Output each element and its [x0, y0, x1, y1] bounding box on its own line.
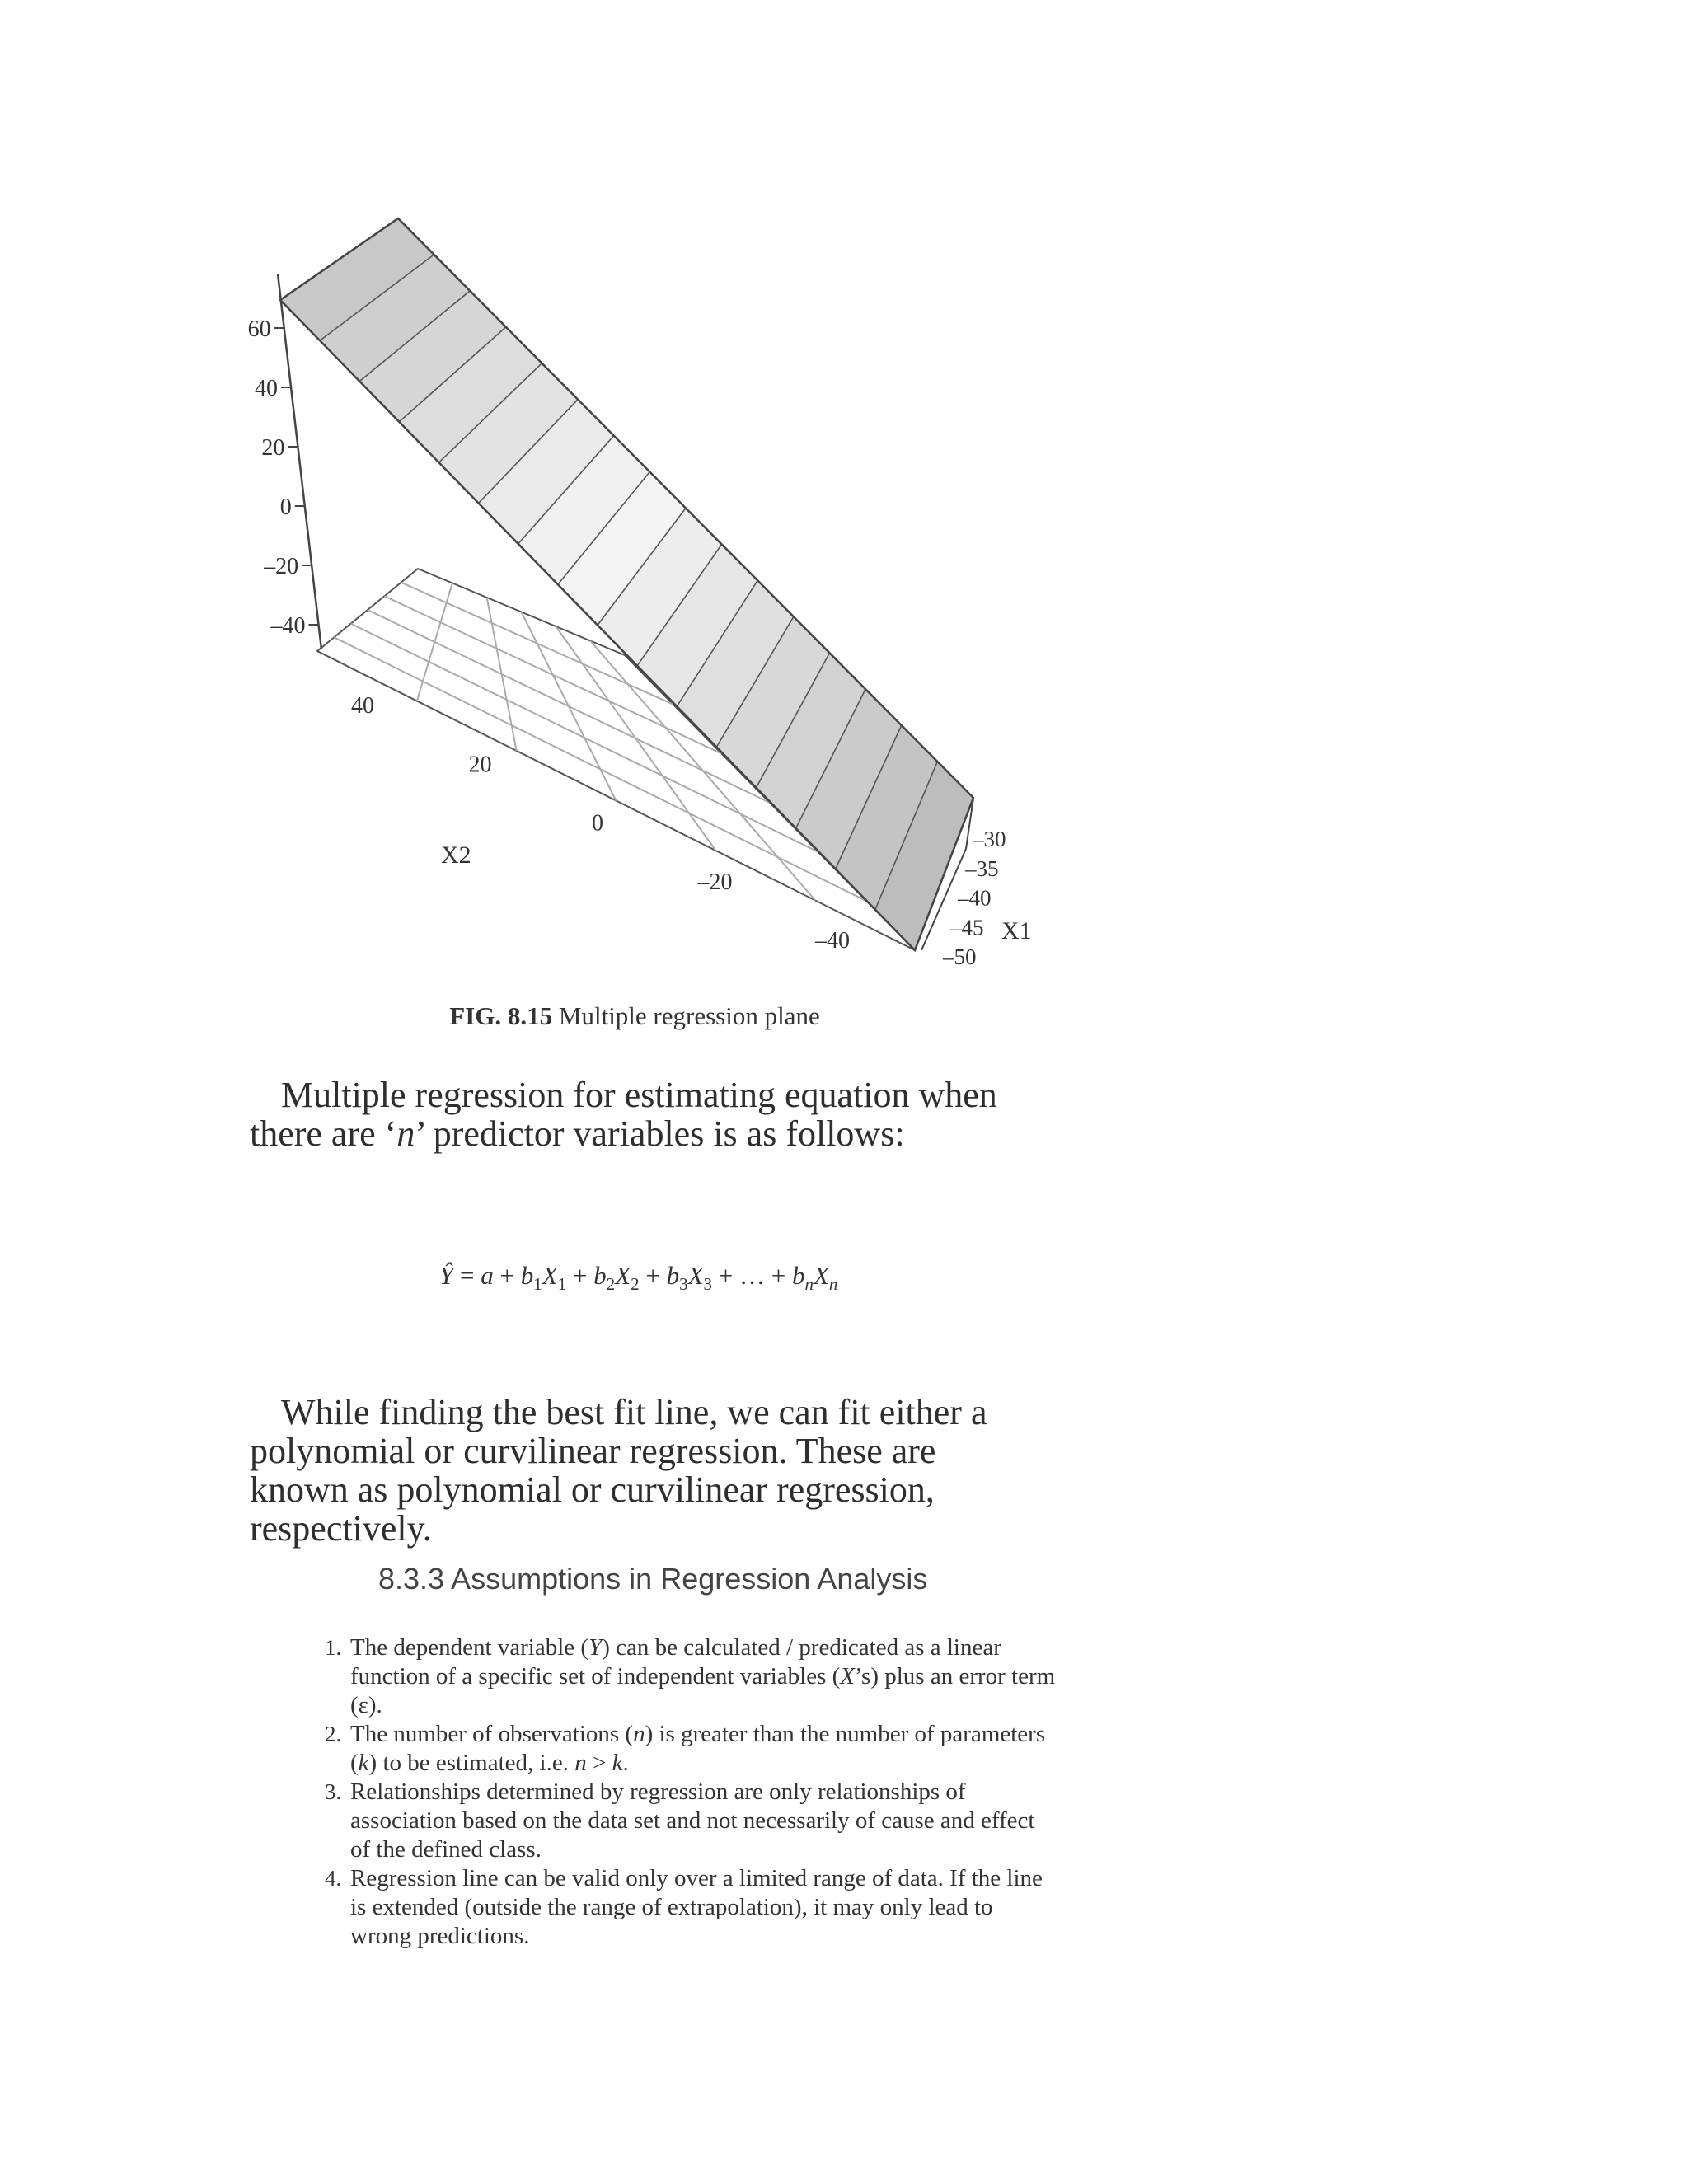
x2-tick-label: –40	[815, 928, 850, 954]
z-tick-label: –20	[264, 554, 299, 579]
assumptions-list	[317, 1633, 1056, 1951]
x1-tick-label: –45	[950, 915, 984, 940]
regression-equation: Ŷ = $a + b_1X_1 + b_2X_2 + b_3X_3$ + … + $b_nX_n$	[439, 1261, 838, 1295]
figure-caption	[0, 1001, 1269, 1031]
z-tick-label: –40	[270, 613, 306, 639]
x1-tick-label: –35	[965, 855, 999, 881]
x1-axis-label: X1	[1001, 917, 1032, 944]
x2-tick-label: 40	[351, 693, 374, 719]
figure-caption-text: Multiple regression plane	[558, 1001, 820, 1030]
x2-axis-label: X2	[441, 841, 471, 869]
x2-tick-label: 0	[592, 810, 603, 837]
intro-paragraph: Multiple regression for estimating equation when there are ‘n’ predictor variables is as follows:	[250, 1075, 997, 1154]
plane-strips	[280, 218, 973, 950]
figure-caption-label: FIG. 8.15	[449, 1001, 553, 1030]
z-tick-label: 0	[279, 494, 292, 520]
list-item: 4. Regression line can be valid only over a limited range of data. If the line is extended (outside the range of extrapolation), it may only lead to wrong predictions.	[347, 1864, 1056, 1951]
z-axis-ticks	[248, 316, 319, 639]
list-item: 3. Relationships determined by regression are only relationships of association based on the data set and not necessarily of cause and effect of the defined class.	[347, 1778, 1056, 1864]
list-item: 1. The dependent variable (Y) can be calculated / predicated as a linear function of a specific set of independent variables (X’s) plus an error term (ε).	[347, 1633, 1056, 1720]
x2-tick-label: 20	[468, 752, 492, 778]
z-tick-label: 60	[247, 316, 271, 342]
x2-tick-label: –20	[697, 869, 733, 895]
x1-tick-label: –30	[973, 827, 1006, 851]
fit-paragraph: While finding the best fit line, we can fit either a polynomial or curvilinear regression. These are known as polynomial or curvilinear regression, respectively.	[250, 1392, 987, 1549]
list-item: 2. The number of observations (n) is greater than the number of parameters (k) to be estimated, i.e. n > k.	[347, 1720, 1056, 1778]
regression-plane-chart	[231, 206, 1055, 972]
x1-tick-label: –40	[958, 885, 992, 911]
regression-plane-figure	[231, 206, 1055, 972]
section-heading: 8.3.3 Assumptions in Regression Analysis	[378, 1562, 928, 1596]
x1-tick-label: –50	[943, 944, 977, 969]
z-tick-label: 40	[255, 376, 279, 401]
z-tick-label: 20	[261, 435, 285, 461]
